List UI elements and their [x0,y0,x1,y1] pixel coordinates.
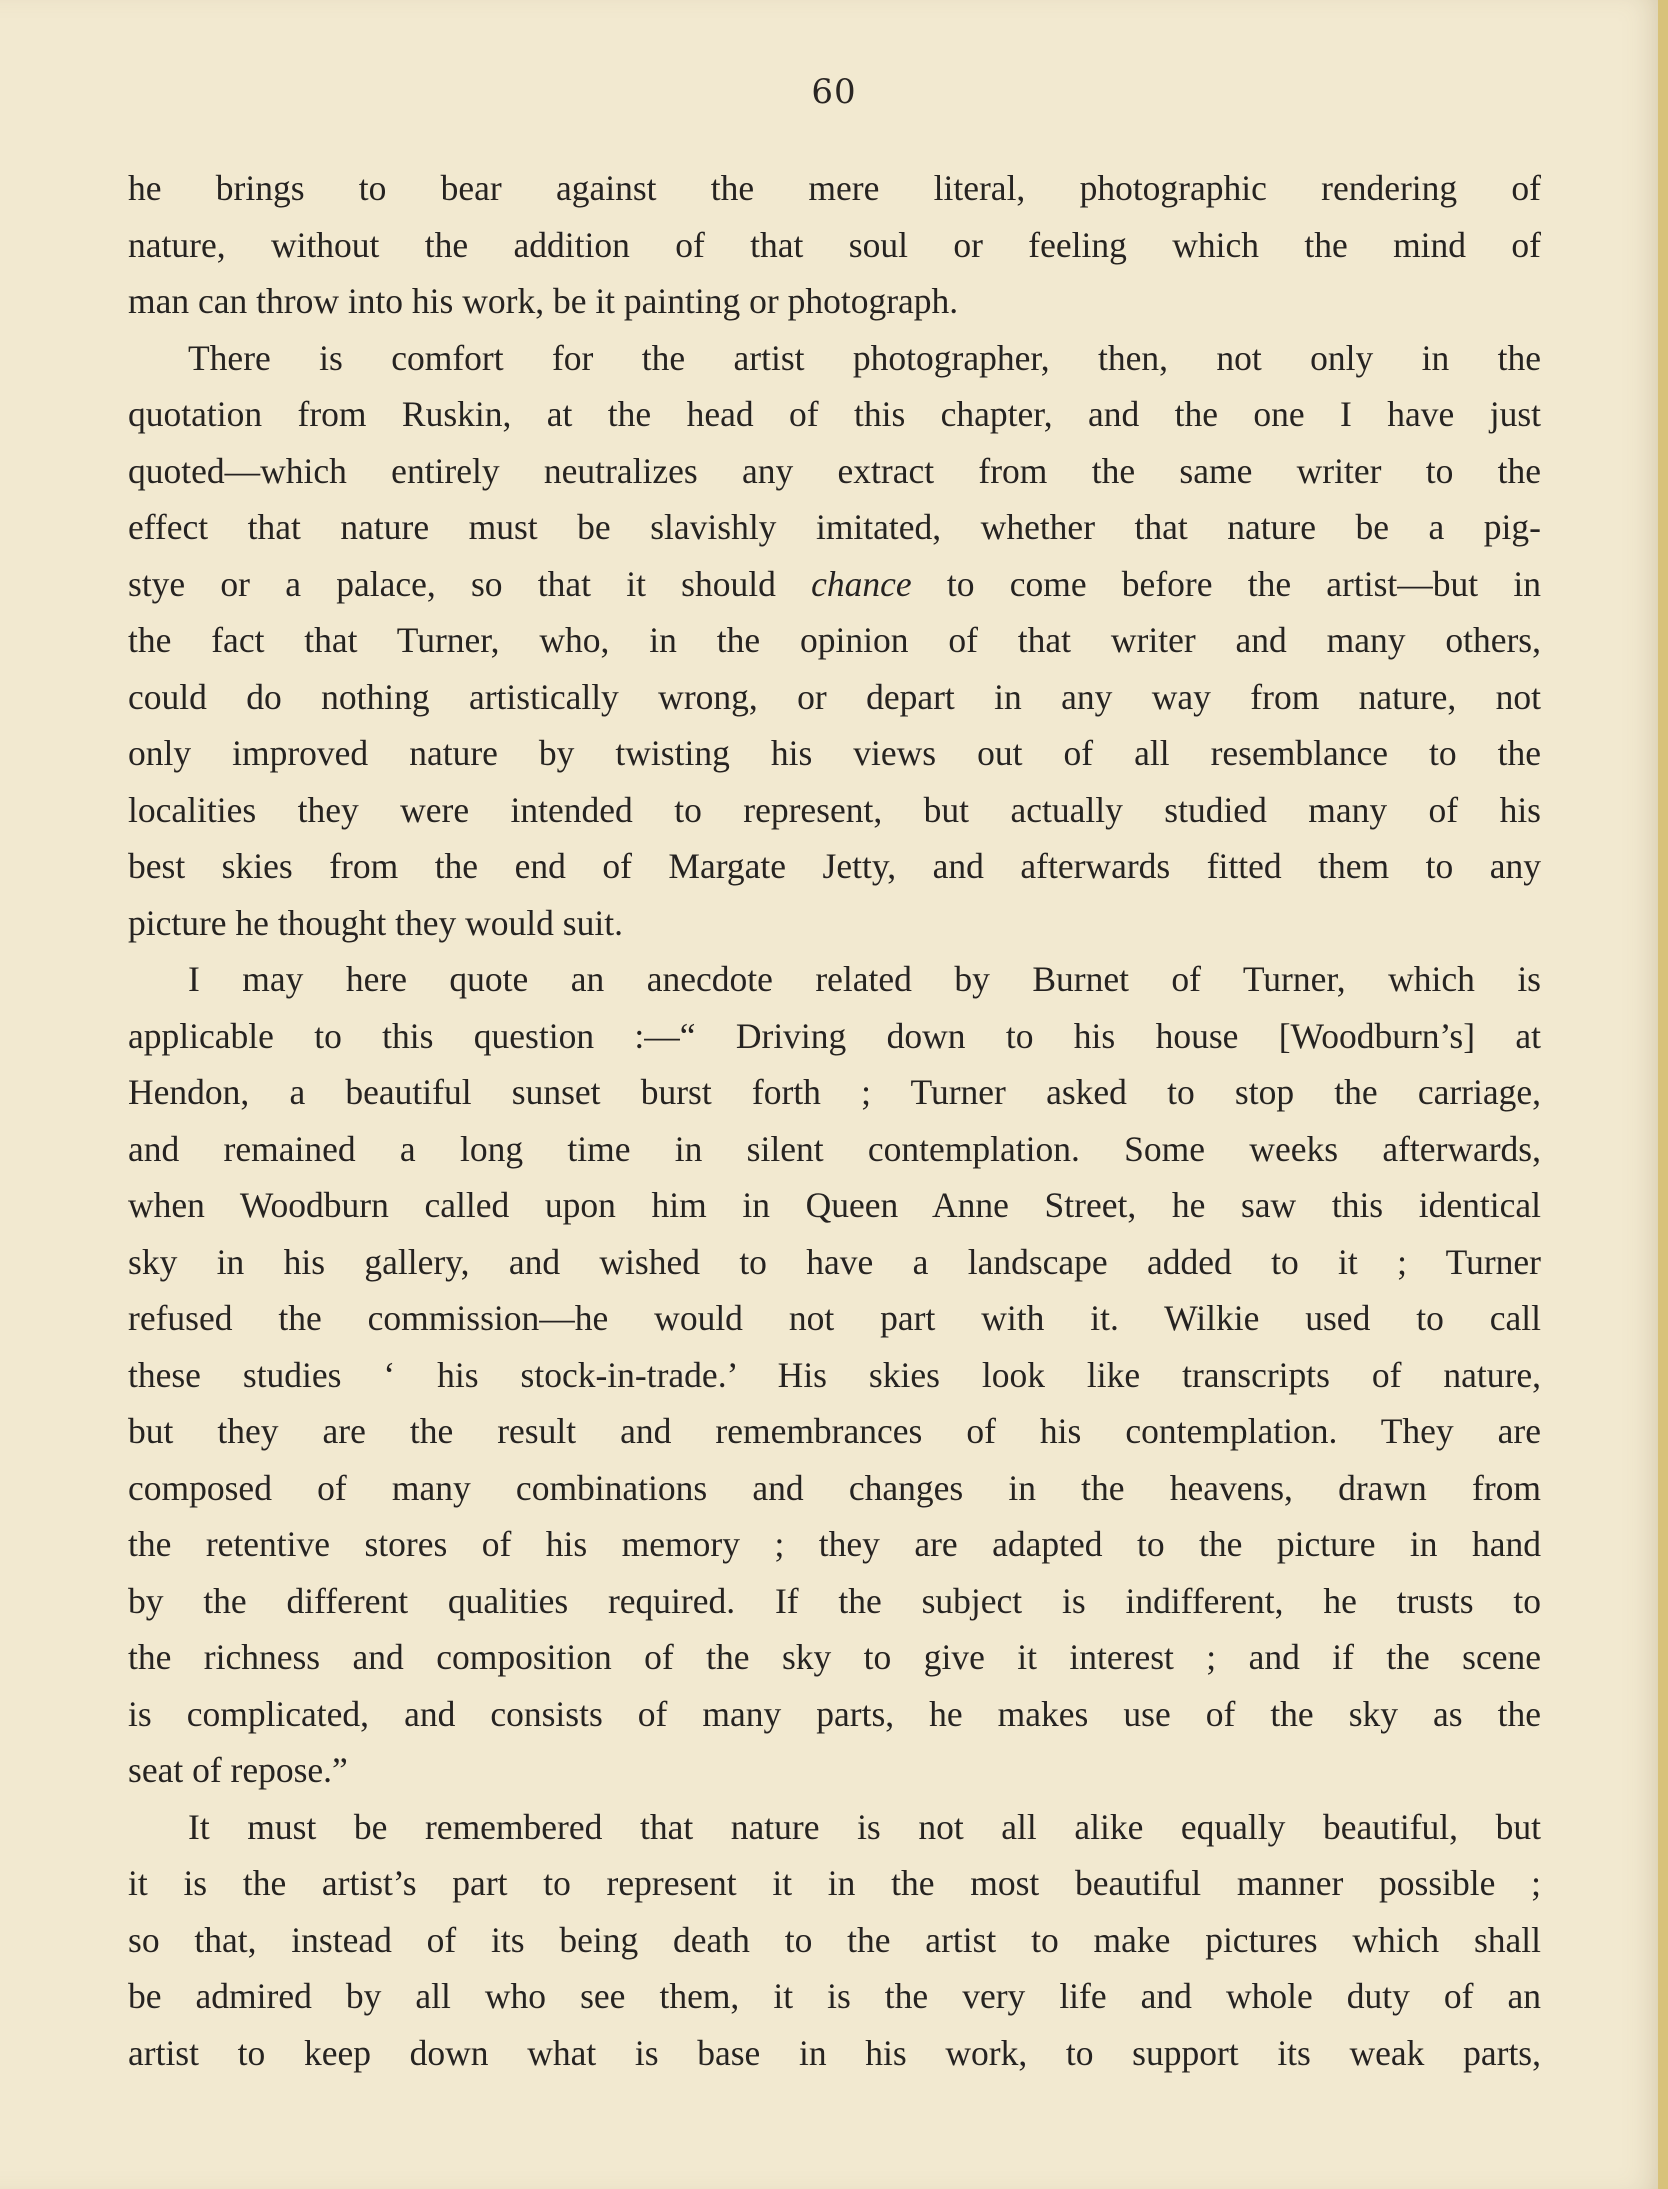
text-line: but they are the result and remembrances of his contemplation. They are [128,1411,1541,1451]
text-line: It must be remembered that nature is not all alike equally beautiful, but [188,1806,1541,1847]
text-line [128,556,1541,613]
text-line: he brings to bear against the mere literal, photographic rendering of [128,168,1541,208]
text-line: man can throw into his work, be it painting or photograph. [128,281,959,321]
text-line: nature, without the addition of that soul or feeling which the mind of [128,224,1541,265]
text-line: is complicated, and consists of many parts, he makes use of the sky as the [128,1693,1541,1734]
text-line: Hendon, a beautiful sunset burst forth ; Turner asked to stop the carriage, [128,1072,1541,1112]
text-line: the retentive stores of his memory ; they are adapted to the picture in hand [128,1524,1541,1564]
text-line: so that, instead of its being death to the artist to make pictures which shall [128,1919,1541,1960]
italic-emphasis: chance [811,563,912,604]
text-line: picture he thought they would suit. [128,902,623,943]
text-line: seat of repose.” [128,1750,348,1790]
page-number: 60 [811,72,857,112]
text-line: best skies from the end of Margate Jetty, and afterwards fitted them to any [128,846,1541,886]
text-line: the fact that Turner, who, in the opinion of that writer and many others, [128,620,1541,660]
text-line: There is comfort for the artist photographer, then, not only in the [188,337,1541,378]
text-line: be admired by all who see them, it is the very life and whole duty of an [128,1976,1541,2016]
text-line: refused the commission—he would not part with it. Wilkie used to call [128,1298,1541,1338]
page-body-text [128,160,1541,2081]
text-line: artist to keep down what is base in his work, to support its weak parts, [128,2032,1541,2073]
text-line: quotation from Ruskin, at the head of this chapter, and the one I have just [128,394,1541,434]
text-line: sky in his gallery, and wished to have a landscape added to it ; Turner [128,1241,1541,1282]
text-line: only improved nature by twisting his views out of all resemblance to the [128,733,1541,773]
text-line: I may here quote an anecdote related by Burnet of Turner, which is [188,959,1541,999]
text-line: when Woodburn called upon him in Queen Anne Street, he saw this identical [128,1185,1541,1225]
text-line: could do nothing artistically wrong, or depart in any way from nature, not [128,676,1541,717]
text-line: effect that nature must be slavishly imitated, whether that nature be a pig- [128,507,1541,547]
text-run: stye or a palace, so that it should [128,563,812,604]
text-line: it is the artist’s part to represent it in the most beautiful manner possible ; [128,1863,1541,1903]
text-line: applicable to this question :—“ Driving down to his house [Woodburn’s] at [128,1015,1541,1056]
text-line: the richness and composition of the sky to give it interest ; and if the scene [128,1637,1541,1677]
text-line: and remained a long time in silent contemplation. Some weeks afterwards, [128,1128,1541,1169]
text-line: localities they were intended to represent, but actually studied many of his [128,789,1541,830]
text-line: by the different qualities required. If the subject is indifferent, he trusts to [128,1580,1541,1621]
page-edge [1658,0,1668,2189]
text-line: quoted—which entirely neutralizes any extract from the same writer to the [128,450,1541,491]
text-run: to come before the artist—but in [911,563,1541,604]
text-line: these studies ‘ his stock-in-trade.’ His skies look like transcripts of nature, [128,1354,1541,1395]
text-line: composed of many combinations and changes in the heavens, drawn from [128,1467,1541,1508]
